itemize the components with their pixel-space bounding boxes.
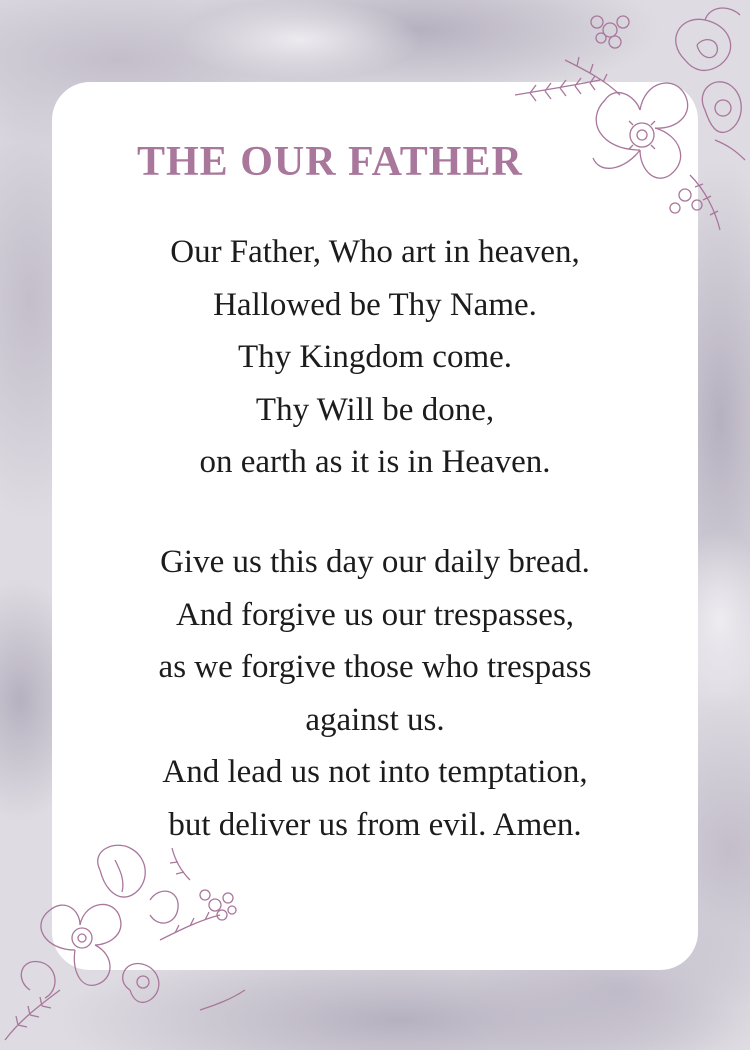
stanza-2 [80,536,670,851]
rose-flower-icon [676,8,740,70]
prayer-line: against us. [305,701,445,738]
prayer-line: Thy Will be done, [255,391,495,428]
stanza-1 [80,226,670,489]
floral-corner-bottom-left [0,840,250,1050]
floral-corner-top-right [505,0,750,240]
prayer-line: Thy Kingdom come. [237,339,513,375]
page-title: THE OUR FATHER [137,139,523,185]
tulip-flower-icon [98,845,178,923]
prayer-line: but deliver us from evil. Amen. [168,806,582,843]
fern-leaf-icon [515,57,745,230]
fern-leaf-icon [5,848,245,1040]
anemone-flower-icon [593,83,688,178]
prayer-line: Our Father, Who art in heaven, [170,234,580,270]
blossom-flower-icon [21,962,159,1003]
prayer-line: on earth as it is in Heaven. [199,444,551,480]
prayer-line: as we forgive those who trespass [158,649,592,685]
prayer-line: Hallowed be Thy Name. [213,286,537,323]
prayer-line: Give us this day our daily bread. [160,544,590,580]
blossom-flower-icon [702,82,741,133]
prayer-line: And lead us not into temptation, [162,754,588,790]
prayer-line: And forgive us our trespasses, [175,596,575,633]
